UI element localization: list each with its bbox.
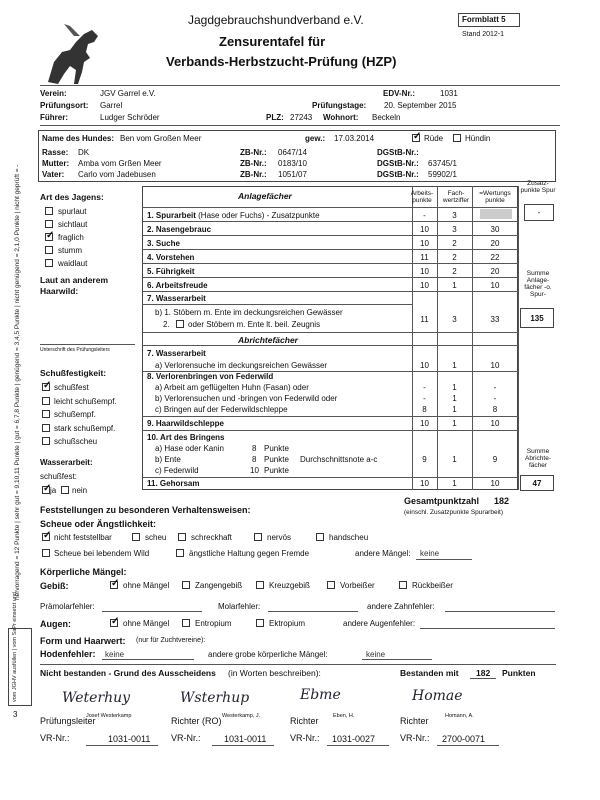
laut-title-2: Haarwild: <box>40 286 79 296</box>
row-1-fach: 3 <box>452 211 457 220</box>
rasse-label: Rasse: <box>42 148 69 157</box>
augen-checkbox-0[interactable] <box>110 619 118 627</box>
abricht8-b-fach: 1 <box>452 394 457 403</box>
augen-label: Augen: <box>40 619 71 629</box>
gebiss-option-4: Rückbeißer <box>412 581 453 590</box>
bestanden-value: 182 <box>476 668 491 678</box>
wasser7-b1: b) 1. Stöbern m. Ente im deckungsreichen Gewässer <box>155 308 343 317</box>
form-title-line1: Zensurentafel für <box>219 34 326 49</box>
row-label-2: 2. Nasengebrauc <box>147 225 212 234</box>
pruefungstage-label: Prüfungstage: <box>312 101 367 110</box>
scheue-checkbox-0[interactable] <box>42 533 50 541</box>
jagen-checkbox-stumm[interactable] <box>45 246 53 254</box>
org-name: Jagdgebrauchshundverband e.V. <box>188 13 364 27</box>
zb-label-3: ZB-Nr.: <box>240 170 267 179</box>
abricht8-c-arbeits: 8 <box>422 405 427 414</box>
jagen-option-stumm: stumm <box>58 246 82 255</box>
abricht11-wertung: 10 <box>490 479 500 488</box>
abricht8-a-fach: 1 <box>452 383 457 392</box>
stand-label: Stand 2012-1 <box>462 31 505 38</box>
verhalten-title: Feststellungen zu besonderen Verhaltensweisen: <box>40 505 251 515</box>
abricht10-b-unit: Punkte <box>264 455 289 464</box>
scheue-checkbox-1[interactable] <box>132 533 140 541</box>
col-arbeits-header: Arbeits-punkte <box>410 190 434 204</box>
abricht9-label: 9. Haarwildschleppe <box>147 419 224 428</box>
gebiss-option-1: Zangengebiß <box>195 581 243 590</box>
row-2-wertung: 30 <box>490 225 500 234</box>
abricht-header: Abrichtefächer <box>238 335 298 345</box>
abricht10-wertung: 9 <box>492 455 498 464</box>
plz-value: 27243 <box>290 113 313 122</box>
scheue-checkbox-3[interactable] <box>254 533 262 541</box>
schuss-title: Schußfestigkeit: <box>40 368 107 378</box>
grading-scale-text: hervorragend = 12 Punkte | sehr gut = 9,10,11 Punkte | gut = 6,7,8 Punkte | genügend = 3,4,5 Punkte | nicht genügend = 2,1,0 Punkte | nicht geprüft = - <box>14 164 21 600</box>
unterschrift-label: Unterschrift des Prüfungsleiters <box>40 347 110 353</box>
augen-checkbox-1[interactable] <box>182 619 190 627</box>
summe-anlage-value: 135 <box>530 314 544 323</box>
jagen-checkbox-spurlaut[interactable] <box>45 207 53 215</box>
abricht11-fach: 1 <box>452 479 457 488</box>
form-title-line2: Verbands-Herbstzucht-Prüfung (HZP) <box>166 54 397 69</box>
signature-2: Wsterhup <box>180 690 250 706</box>
abricht11-arbeits: 10 <box>420 479 429 488</box>
zb-label-1: ZB-Nr.: <box>240 148 267 157</box>
row-6-fach: 1 <box>452 281 457 290</box>
summe-anlage-label: Summe Anlage-fächer -o. Spur- <box>524 270 552 298</box>
vr-value-1: 1031-0011 <box>108 734 151 744</box>
wasser7-fach: 3 <box>452 315 457 324</box>
scheue2-checkbox-0[interactable] <box>42 549 50 557</box>
wasser7-b2-num: 2. <box>163 320 170 329</box>
ruede-checkbox[interactable] <box>412 134 420 142</box>
gesamt-label: Gesamtpunktzahl <box>404 496 480 506</box>
abricht10-a-points: 8 <box>252 444 257 453</box>
huendin-checkbox[interactable] <box>453 134 461 142</box>
gebiss-checkbox-0[interactable] <box>110 581 118 589</box>
sig-name-2: Westerkamp, J. <box>222 713 261 719</box>
grobe-value: keine <box>366 650 386 659</box>
gew-value: 17.03.2014 <box>334 134 375 143</box>
andere-maengel-value: keine <box>420 549 440 558</box>
row-label-4: 4. Vorstehen <box>147 253 195 262</box>
grobe-label: andere grobe körperliche Mängel: <box>208 650 328 659</box>
koerper-title: Körperliche Mängel: <box>40 567 127 577</box>
gebiss-label: Gebiß: <box>40 581 69 591</box>
abricht8-a-arbeits: - <box>423 383 426 392</box>
form-sub: (nur für Zuchtvereine): <box>136 637 206 644</box>
abricht10-fach: 1 <box>452 455 457 464</box>
dgstb-value-3: 59902/1 <box>428 170 457 179</box>
row-4-wertung: 22 <box>490 253 500 262</box>
jagen-checkbox-sichtlaut[interactable] <box>45 220 53 228</box>
ja-label: ja <box>50 486 57 495</box>
signature-1: Weterhuy <box>62 690 131 706</box>
jagen-checkbox-fraglich[interactable] <box>45 233 53 241</box>
abricht7-label: 7. Wasserarbeit <box>147 349 206 358</box>
gesamt-sub: (einschl. Zusatzpunkte Spurarbeit) <box>404 509 503 516</box>
gebiss-checkbox-3[interactable] <box>327 581 335 589</box>
gesamt-value: 182 <box>494 496 510 506</box>
huendin-label: Hündin <box>465 134 491 143</box>
molar-label: Molarfehler: <box>218 602 261 611</box>
abricht10-a-text: a) Hase oder Kanin <box>155 444 224 453</box>
sig-role-3: Richter <box>290 716 319 726</box>
abricht9-wertung: 10 <box>490 419 500 428</box>
vr-label-2: VR-Nr.: <box>171 733 201 743</box>
scheue-option-3: nervös <box>267 533 292 542</box>
pruefungstage-value: 20. September 2015 <box>384 101 457 110</box>
dog-logo-icon <box>40 22 110 92</box>
summe-abricht-label: Summe Abrichte-fächer <box>524 448 551 469</box>
fuehrer-label: Führer: <box>40 113 68 122</box>
vr-value-3: 1031-0027 <box>332 734 376 744</box>
schuss-option-2: schußempf. <box>54 410 96 419</box>
abricht10-note: Durchschnittsnote a-c <box>300 455 378 464</box>
vr-label-3: VR-Nr.: <box>290 733 320 743</box>
sig-role-1: Prüfungsleiter <box>40 716 96 726</box>
schuss-checkbox-4[interactable] <box>42 437 50 445</box>
abricht11-label: 11. Gehorsam <box>147 479 200 488</box>
wohnort-label: Wohnort: <box>323 113 359 122</box>
abricht8-b-wertung: - <box>493 394 497 403</box>
vr-label-4: VR-Nr.: <box>400 733 430 743</box>
schuss-checkbox-1[interactable] <box>42 397 50 405</box>
abricht10-c-text: c) Federwild <box>155 466 199 475</box>
wasser7-b2-text: oder Stöbern m. Ente lt. beil. Zeugnis <box>188 320 321 329</box>
fuehrer-value: Ludger Schröder <box>100 113 160 122</box>
pruefungsort-value: Garrel <box>100 101 123 110</box>
gebiss-option-2: Kreuzgebiß <box>269 581 310 590</box>
dgstb-value-2: 63745/1 <box>428 159 457 168</box>
row-3-arbeits: 10 <box>420 239 429 248</box>
bestanden-label: Bestanden mit <box>400 668 459 678</box>
scheue-option-0: nicht feststellbar <box>54 533 112 542</box>
ja-checkbox[interactable] <box>42 486 50 494</box>
abricht8-c-fach: 1 <box>452 405 457 414</box>
vater-value: Carlo vom Jadebusen <box>78 170 156 179</box>
abricht7-arbeits: 10 <box>420 361 429 370</box>
abricht8-b-arbeits: - <box>423 394 426 403</box>
abricht8-a-wertung: - <box>493 383 497 392</box>
row-2-fach: 3 <box>452 225 457 234</box>
abricht10-b-points: 8 <box>252 455 257 464</box>
abricht8-b-text: b) Verlorensuchen und -bringen von Federwild oder <box>155 394 338 403</box>
hoden-label: Hodenfehler: <box>40 649 96 659</box>
jagen-title: Art des Jagens: <box>40 192 104 202</box>
row-label-5: 5. Führigkeit <box>147 267 195 276</box>
verein-value: JGV Garrel e.V. <box>100 89 156 98</box>
row-6-wertung: 10 <box>490 281 500 290</box>
scheue-option-1: scheu <box>145 533 167 542</box>
jagen-option-fraglich: fraglich <box>58 233 84 242</box>
jagen-option-waidlaut: waidlaut <box>58 259 88 268</box>
sig-role-4: Richter <box>400 716 429 726</box>
zb-value-3: 1051/07 <box>278 170 307 179</box>
verein-label: Verein: <box>40 89 67 98</box>
schuss-option-1: leicht schußempf. <box>54 397 117 406</box>
abricht8-a-text: a) Arbeit am geflügelten Huhn (Fasan) oder <box>155 383 309 392</box>
schuss-option-3: stark schußempf. <box>54 424 116 433</box>
gebiss-checkbox-4[interactable] <box>399 581 407 589</box>
row-label-6: 6. Arbeitsfreude <box>147 281 208 290</box>
scheue2-checkbox-1[interactable] <box>176 549 184 557</box>
col-fach-header: Fach-wertziffer <box>442 190 470 204</box>
dgstb-label-1: DGStB-Nr.: <box>377 148 419 157</box>
row-4-arbeits: 11 <box>420 253 429 262</box>
augen-option-0: ohne Mängel <box>123 619 170 628</box>
jagen-checkbox-waidlaut[interactable] <box>45 259 53 267</box>
vr-value-4: 2700-0071 <box>442 734 486 744</box>
abricht7-sub: a) Verlorensuche im deckungsreichen Gewässer <box>155 361 328 370</box>
scheue-option-2: schreckhaft <box>191 533 232 542</box>
dog-name-value: Ben vom Großen Meer <box>120 134 202 143</box>
sig-name-3: Eben, H. <box>333 713 355 719</box>
punkten-label: Punkten <box>502 668 536 678</box>
col-wertung-header: =Wertungs punkte <box>479 190 511 204</box>
nicht-bestanden-label: Nicht bestanden - Grund des Ausscheidens <box>40 668 216 678</box>
row-4-fach: 2 <box>452 253 457 262</box>
row-2-arbeits: 10 <box>420 225 429 234</box>
row-label-1: 1. Spurarbeit (Hase oder Fuchs) - Zusatzpunkte <box>147 211 320 220</box>
scheue-title: Scheue oder Ängstlichkeit: <box>40 519 157 529</box>
col-zusatz-header: Zusatz-punkte Spur <box>520 180 556 194</box>
jagen-option-sichtlaut: sichtlaut <box>58 220 88 229</box>
abricht10-a-unit: Punkte <box>264 444 289 453</box>
abricht7-fach: 1 <box>452 361 457 370</box>
vr-value-2: 1031-0011 <box>224 734 267 744</box>
wasser7-arbeits: 11 <box>420 315 429 324</box>
schuss-checkbox-3[interactable] <box>42 424 50 432</box>
scheue2-option-1: ängstliche Haltung gegen Fremde <box>189 549 310 558</box>
abricht10-c-unit: Punkte <box>264 466 289 475</box>
summe-abricht-value: 47 <box>532 479 542 488</box>
abricht10-arbeits: 9 <box>422 455 427 464</box>
zahn-label: andere Zahnfehler: <box>367 602 435 611</box>
scheue2-option-0: Scheue bei lebendem Wild <box>54 549 150 558</box>
sig-name-4: Homann, A. <box>445 713 474 719</box>
augen-andere-label: andere Augenfehler: <box>343 619 416 628</box>
sig-name-1: Josef Westerkamp <box>86 713 132 719</box>
dgstb-label-3: DGStB-Nr.: <box>377 170 419 179</box>
schuss-checkbox-2[interactable] <box>42 410 50 418</box>
wasser7-label: 7. Wasserarbeit <box>147 294 206 303</box>
vr-label-1: VR-Nr.: <box>40 733 70 743</box>
row-5-wertung: 20 <box>490 267 500 276</box>
wasser7-b2-checkbox[interactable] <box>176 320 184 328</box>
wasser7-wertung: 33 <box>490 315 500 324</box>
abricht8-label: 8. Verlorenbringen von Federwild <box>147 372 274 381</box>
vater-label: Vater: <box>42 170 65 179</box>
schuss-option-4: schußscheu <box>54 437 98 446</box>
scheue-option-4: handscheu <box>329 533 369 542</box>
ruede-label: Rüde <box>424 134 444 143</box>
page-number: 3 <box>13 710 18 719</box>
dgstb-label-2: DGStB-Nr.: <box>377 159 419 168</box>
schuss-checkbox-0[interactable] <box>42 383 50 391</box>
praemolar-label: Prämolarfehler: <box>40 602 95 611</box>
zb-value-2: 0183/10 <box>278 159 307 168</box>
formblatt-label: Formblatt 5 <box>462 15 506 24</box>
row-6-arbeits: 10 <box>420 281 429 290</box>
edv-value: 1031 <box>440 89 458 98</box>
row-1-wertung-shaded <box>480 209 512 219</box>
gebiss-checkbox-1[interactable] <box>182 581 190 589</box>
row-label-3: 3. Suche <box>147 239 180 248</box>
abricht8-c-wertung: 8 <box>492 405 498 414</box>
augen-checkbox-2[interactable] <box>256 619 264 627</box>
andere-maengel-label: andere Mängel: <box>355 549 411 558</box>
scheue-checkbox-4[interactable] <box>316 533 324 541</box>
jagen-option-spurlaut: spurlaut <box>58 207 87 216</box>
edv-label: EDV-Nr.: <box>383 89 416 98</box>
augen-option-1: Entropium <box>195 619 232 628</box>
gebiss-checkbox-2[interactable] <box>256 581 264 589</box>
gebiss-option-3: Vorbeißer <box>340 581 375 590</box>
abricht7-wertung: 10 <box>490 361 500 370</box>
sig-role-2: Richter (RO) <box>171 716 222 726</box>
laut-title-1: Laut an anderem <box>40 275 109 285</box>
wohnort-value: Beckeln <box>372 113 401 122</box>
side-fill-text: vom JGHV ausfüllen | vom SaPr einsetzt und <box>12 592 18 702</box>
abricht8-c-text: c) Bringen auf der Federwildschleppe <box>155 405 288 414</box>
gew-label: gew.: <box>305 134 326 143</box>
signature-3: Ebme <box>300 687 341 703</box>
abricht9-fach: 1 <box>452 419 457 428</box>
schuss-option-0: schußfest <box>54 383 89 392</box>
abricht9-arbeits: 10 <box>420 419 429 428</box>
row-1-arbeits: - <box>423 211 426 220</box>
wasser-schuss-sub: schußfest: <box>40 472 77 481</box>
zb-label-2: ZB-Nr.: <box>240 159 267 168</box>
signature-4: Homae <box>412 688 463 704</box>
nein-label: nein <box>72 486 88 495</box>
hoden-value: keine <box>105 650 125 659</box>
abricht10-c-points: 10 <box>250 466 259 475</box>
dog-name-label: Name des Hundes: <box>42 134 115 143</box>
form-title: Form und Haarwert: <box>40 636 126 646</box>
augen-option-2: Ektropium <box>269 619 306 628</box>
abricht10-label: 10. Art des Bringens <box>147 433 225 442</box>
nicht-bestanden-sub: (in Worten beschreiben): <box>228 668 321 678</box>
row-1-zusatz: - <box>537 208 541 217</box>
mutter-value: Amba vom Grßen Meer <box>78 159 162 168</box>
row-3-fach: 2 <box>452 239 457 248</box>
row-3-wertung: 20 <box>490 239 500 248</box>
abricht10-b-text: b) Ente <box>155 455 181 464</box>
scheue-checkbox-2[interactable] <box>178 533 186 541</box>
row-5-arbeits: 10 <box>420 267 429 276</box>
row-5-fach: 2 <box>452 267 457 276</box>
mutter-label: Mutter: <box>42 159 70 168</box>
pruefungsort-label: Prüfungsort: <box>40 101 89 110</box>
gebiss-option-0: ohne Mängel <box>123 581 170 590</box>
anlage-header: Anlagefächer <box>238 191 292 201</box>
rasse-value: DK <box>78 148 90 157</box>
zb-value-1: 0647/14 <box>278 148 307 157</box>
plz-label: PLZ: <box>266 113 284 122</box>
nein-checkbox[interactable] <box>61 486 69 494</box>
wasser-schuss-title: Wasserarbeit: <box>40 458 93 467</box>
